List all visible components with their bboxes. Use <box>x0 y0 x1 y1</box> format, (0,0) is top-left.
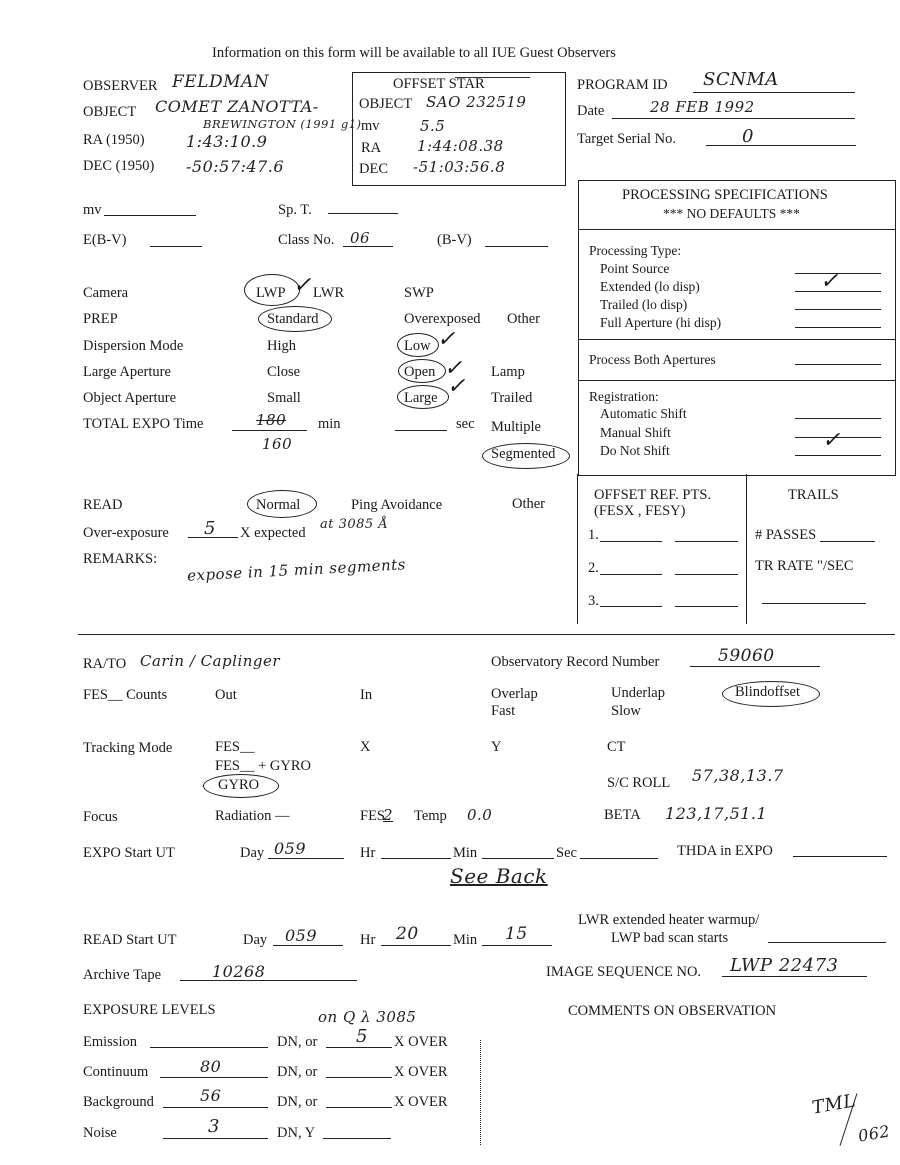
rate-line <box>762 603 866 604</box>
image-seq-value[interactable]: LWP 22473 <box>730 955 839 976</box>
ref-2b <box>675 574 738 575</box>
class-line <box>343 246 393 247</box>
background-over: X OVER <box>394 1094 448 1110</box>
continuum-dn: DN, or <box>277 1064 318 1080</box>
obj-large[interactable]: Large <box>404 390 438 406</box>
expo-sec-line <box>395 430 447 431</box>
continuum-label: Continuum <box>83 1064 149 1080</box>
target-serial-line <box>706 145 856 146</box>
offset-ra-value[interactable]: 1:44:08.38 <box>417 137 504 155</box>
low-check-icon: ✓ <box>437 326 456 351</box>
dec-value[interactable]: -50:57:47.6 <box>186 157 285 176</box>
remarks-value[interactable]: expose in 15 min segments <box>186 555 407 585</box>
tracking-label: Tracking Mode <box>83 740 173 756</box>
standard-circle <box>258 306 332 332</box>
focus-radiation: Radiation — <box>215 808 290 824</box>
archive-value[interactable]: 10268 <box>212 962 266 981</box>
expo-day-line <box>268 858 344 859</box>
beta-label: BETA <box>604 807 641 823</box>
object-value-line2: BREWINGTON (1991 g1) <box>203 117 362 131</box>
offset-mv-value[interactable]: 5.5 <box>420 117 446 135</box>
offset-ref-sub: (FESX , FESY) <box>594 503 686 519</box>
bv-line <box>485 246 548 247</box>
processing-title: PROCESSING SPECIFICATIONS <box>622 187 828 203</box>
background-line <box>163 1107 268 1108</box>
sp-label: Sp. T. <box>278 202 312 218</box>
focus-temp: Temp <box>414 808 447 824</box>
read-other[interactable]: Other <box>512 496 546 512</box>
program-value[interactable]: SCNMA <box>703 69 779 90</box>
form-header: Information on this form will be available to all IUE Guest Observers <box>212 45 616 61</box>
object-aperture-label: Object Aperture <box>83 390 177 406</box>
expo-start-sec: Sec <box>556 845 577 861</box>
large-check-icon: ✓ <box>447 373 466 398</box>
remarks-label: REMARKS: <box>83 551 158 567</box>
prep-standard[interactable]: Standard <box>267 311 319 327</box>
large-open[interactable]: Open <box>404 364 436 380</box>
expo-segmented[interactable]: Segmented <box>491 446 556 462</box>
thda-label: THDA in EXPO <box>677 843 773 859</box>
tracking-fes-gyro: FES__ + GYRO <box>215 758 311 774</box>
focus-fes-hw: 2 <box>383 806 394 824</box>
registration-auto[interactable]: Automatic Shift <box>600 406 687 421</box>
expo-start-day-value[interactable]: 059 <box>274 839 307 858</box>
read-start-day-value[interactable]: 059 <box>285 926 318 945</box>
read-start-label: READ Start UT <box>83 932 177 948</box>
registration-manual[interactable]: Manual Shift <box>600 425 671 440</box>
offset-star-title: OFFSET STAR <box>393 76 485 92</box>
process-both[interactable]: Process Both Apertures <box>589 352 716 367</box>
comments-label: COMMENTS ON OBSERVATION <box>568 1003 777 1019</box>
registration-donot[interactable]: Do Not Shift <box>600 443 670 458</box>
section-divider <box>78 634 895 635</box>
noise-y-line <box>323 1138 391 1139</box>
emission-value[interactable]: 5 <box>356 1026 368 1047</box>
bv-label: (B-V) <box>437 232 472 248</box>
processing-type-full[interactable]: Full Aperture (hi disp) <box>600 315 722 330</box>
overexposure-label: Over-exposure <box>83 525 169 541</box>
processing-type-point[interactable]: Point Source <box>600 261 670 276</box>
offset-dec-label: DEC <box>359 161 388 177</box>
ref-1b <box>675 541 738 542</box>
noise-line <box>163 1138 268 1139</box>
object-label: OBJECT <box>83 104 137 120</box>
trails-divider <box>746 474 747 624</box>
obs-record-label: Observatory Record Number <box>491 654 660 670</box>
camera-label: Camera <box>83 285 129 301</box>
prep-label: PREP <box>83 311 118 327</box>
class-value[interactable]: 06 <box>350 229 371 247</box>
mv-line <box>104 215 196 216</box>
read-normal[interactable]: Normal <box>256 497 301 513</box>
read-min-line <box>482 945 552 946</box>
lwp-circle <box>244 274 300 306</box>
lwr-note-2: LWP bad scan starts <box>611 930 729 946</box>
image-seq-label: IMAGE SEQUENCE NO. <box>546 964 702 980</box>
dispersion-label: Dispersion Mode <box>83 338 184 354</box>
expo-hr-line <box>381 858 451 859</box>
emission-line <box>150 1047 268 1048</box>
trails-title: TRAILS <box>788 487 839 503</box>
expo-multiple[interactable]: Multiple <box>491 419 541 435</box>
focus-temp-value[interactable]: 0.0 <box>467 806 493 824</box>
ra-label: RA (1950) <box>83 132 145 148</box>
large-close[interactable]: Close <box>267 364 301 380</box>
registration-label: Registration: <box>589 389 659 404</box>
segmented-circle <box>482 443 570 469</box>
emission-dn: DN, or <box>277 1034 318 1050</box>
blindoffset-circle <box>722 681 820 707</box>
ref-3b <box>675 606 738 607</box>
date-line <box>612 118 855 119</box>
overexposure-value[interactable]: 5 <box>204 518 216 539</box>
sc-roll-value[interactable]: 57,38,13.7 <box>692 766 784 785</box>
fes-in: In <box>360 687 373 703</box>
fes-overlap: Overlap <box>491 686 538 702</box>
lwr-note-1: LWR extended heater warmup/ <box>578 912 760 928</box>
target-serial-label: Target Serial No. <box>577 131 676 147</box>
fes-blindoffset[interactable]: Blindoffset <box>735 684 800 700</box>
processing-subtitle: *** NO DEFAULTS *** <box>663 206 800 221</box>
ref-3a <box>600 606 662 607</box>
ebv-line <box>150 246 202 247</box>
offset-star-strike <box>455 77 530 78</box>
donot-line <box>795 455 881 456</box>
focus-fes: FES <box>360 808 385 824</box>
continuum-over: X OVER <box>394 1064 448 1080</box>
read-start-min-value[interactable]: 15 <box>505 924 528 944</box>
camera-lwr[interactable]: LWR <box>313 285 345 301</box>
tracking-gyro[interactable]: GYRO <box>218 777 260 793</box>
beta-value[interactable]: 123,17,51.1 <box>665 804 768 823</box>
fes-label: FES__ Counts <box>83 687 168 703</box>
noise-value[interactable]: 3 <box>208 1116 220 1137</box>
fes-underlap: Underlap <box>611 685 665 701</box>
expo-line <box>232 430 307 431</box>
emission-x-line <box>326 1047 392 1048</box>
overexposure-hw: at 3085 Å <box>320 517 389 532</box>
tracking-fes: FES__ <box>215 739 255 755</box>
expo-sec-line <box>580 858 658 859</box>
processing-type-label: Processing Type: <box>589 243 682 258</box>
initials-1: TML <box>810 1090 858 1119</box>
camera-lwp[interactable]: LWP <box>256 285 286 301</box>
read-start-hr-value[interactable]: 20 <box>396 924 419 944</box>
ra-value[interactable]: 1:43:10.9 <box>186 132 268 151</box>
auto-line <box>795 418 881 419</box>
noise-dn: DN, Y <box>277 1125 316 1141</box>
thda-line <box>793 856 887 857</box>
trails-rate: TR RATE "/SEC <box>755 558 854 574</box>
tracking-x: X <box>360 739 371 755</box>
archive-label: Archive Tape <box>83 967 162 983</box>
read-start-day: Day <box>243 932 268 948</box>
emission-over: X OVER <box>394 1034 448 1050</box>
passes-line <box>820 541 875 542</box>
open-check-icon: ✓ <box>444 355 463 380</box>
ebv-label: E(B-V) <box>83 232 127 248</box>
manual-check-icon: ✓ <box>822 427 841 452</box>
processing-type-trailed[interactable]: Trailed (lo disp) <box>600 297 688 312</box>
target-serial-value[interactable]: 0 <box>742 126 754 147</box>
both-line <box>795 364 881 365</box>
continuum-line <box>160 1077 268 1078</box>
processing-divider-3 <box>578 380 895 381</box>
offset-object-value[interactable]: SAO 232519 <box>426 93 527 111</box>
processing-type-extended[interactable]: Extended (lo disp) <box>600 279 700 294</box>
date-label: Date <box>577 103 605 119</box>
ref-2a <box>600 574 662 575</box>
rato-label: RA/TO <box>83 656 127 672</box>
offset-ref-left-border <box>577 474 578 624</box>
image-seq-line <box>722 976 867 977</box>
tracking-ct: CT <box>607 739 626 755</box>
fes-out: Out <box>215 687 237 703</box>
offset-dec-value[interactable]: -51:03:56.8 <box>413 158 506 176</box>
obs-record-value[interactable]: 59060 <box>718 646 775 666</box>
object-value[interactable]: COMET ZANOTTA- <box>155 97 319 116</box>
expo-value[interactable]: 160 <box>262 435 293 453</box>
offset-ref-title: OFFSET REF. PTS. <box>594 487 712 503</box>
see-back-note: See Back <box>450 864 548 888</box>
background-value[interactable]: 56 <box>200 1086 222 1105</box>
date-value[interactable]: 28 FEB 1992 <box>650 98 755 116</box>
rato-value[interactable]: Carin / Caplinger <box>140 652 281 670</box>
prep-other[interactable]: Other <box>507 311 541 327</box>
large-lamp[interactable]: Lamp <box>491 364 525 380</box>
offset-ra-label: RA <box>361 140 382 156</box>
read-ping[interactable]: Ping Avoidance <box>351 497 443 513</box>
prep-overexposed[interactable]: Overexposed <box>404 311 481 327</box>
fes-slow: Slow <box>611 703 641 719</box>
sc-roll-label: S/C ROLL <box>607 775 671 791</box>
overexposure-line <box>188 537 238 538</box>
program-label: PROGRAM ID <box>577 77 668 93</box>
initials-2: 062 <box>856 1121 892 1146</box>
offset-mv-label: mv <box>361 118 380 134</box>
lwp-check-icon: ✓ <box>293 272 312 297</box>
camera-swp[interactable]: SWP <box>404 285 434 301</box>
obs-record-line <box>690 666 820 667</box>
expo-start-hr: Hr <box>360 845 376 861</box>
ref-1a <box>600 541 662 542</box>
overexposure-text: X expected <box>240 525 306 541</box>
comments-divider <box>480 1040 481 1145</box>
sp-line <box>328 213 398 214</box>
dispersion-low[interactable]: Low <box>404 338 431 354</box>
noise-label: Noise <box>83 1125 117 1141</box>
expo-start-min: Min <box>453 845 478 861</box>
obj-small[interactable]: Small <box>267 390 301 406</box>
dec-label: DEC (1950) <box>83 158 155 174</box>
focus-label: Focus <box>83 809 118 825</box>
read-start-min: Min <box>453 932 478 948</box>
offset-ref-row-1: 1. <box>588 527 599 543</box>
expo-value-struck: 180 <box>256 411 287 429</box>
exposure-levels-label: EXPOSURE LEVELS <box>83 1002 216 1018</box>
processing-divider-1 <box>578 229 895 230</box>
read-day-line <box>273 945 343 946</box>
observer-label: OBSERVER <box>83 78 158 94</box>
class-label: Class No. <box>278 232 335 248</box>
expo-min: min <box>318 416 341 432</box>
expo-sec: sec <box>456 416 475 432</box>
fes-fast: Fast <box>491 703 516 719</box>
emission-label: Emission <box>83 1034 137 1050</box>
open-circle <box>398 359 446 383</box>
archive-line <box>180 980 357 981</box>
background-x-line <box>326 1107 392 1108</box>
expo-start-label: EXPO Start UT <box>83 845 175 861</box>
read-hr-line <box>381 945 451 946</box>
lwr-line <box>768 942 886 943</box>
obj-trailed[interactable]: Trailed <box>491 390 533 406</box>
low-circle <box>397 333 439 357</box>
exposure-levels-hw: on Q λ 3085 <box>318 1008 417 1026</box>
background-dn: DN, or <box>277 1094 318 1110</box>
dispersion-high[interactable]: High <box>267 338 296 354</box>
program-line <box>693 92 855 93</box>
read-label: READ <box>83 497 123 513</box>
gyro-circle <box>203 774 279 798</box>
continuum-value[interactable]: 80 <box>200 1057 222 1076</box>
offset-ref-row-3: 3. <box>588 593 599 609</box>
offset-object-label: OBJECT <box>359 96 413 112</box>
extended-check-icon: ✓ <box>820 268 839 293</box>
full-line <box>795 327 881 328</box>
expo-start-day: Day <box>240 845 265 861</box>
large-circle <box>397 385 449 409</box>
expo-label: TOTAL EXPO Time <box>83 416 204 432</box>
processing-divider-2 <box>578 339 895 340</box>
large-aperture-label: Large Aperture <box>83 364 171 380</box>
background-label: Background <box>83 1094 154 1110</box>
continuum-x-line <box>326 1077 392 1078</box>
mv-label: mv <box>83 202 102 218</box>
trails-passes: # PASSES <box>755 527 817 543</box>
trailed-line <box>795 309 881 310</box>
observer-value[interactable]: FELDMAN <box>172 72 270 92</box>
offset-ref-row-2: 2. <box>588 560 599 576</box>
tracking-y: Y <box>491 739 502 755</box>
read-start-hr: Hr <box>360 932 376 948</box>
normal-circle <box>247 490 317 518</box>
expo-min-line <box>482 858 554 859</box>
